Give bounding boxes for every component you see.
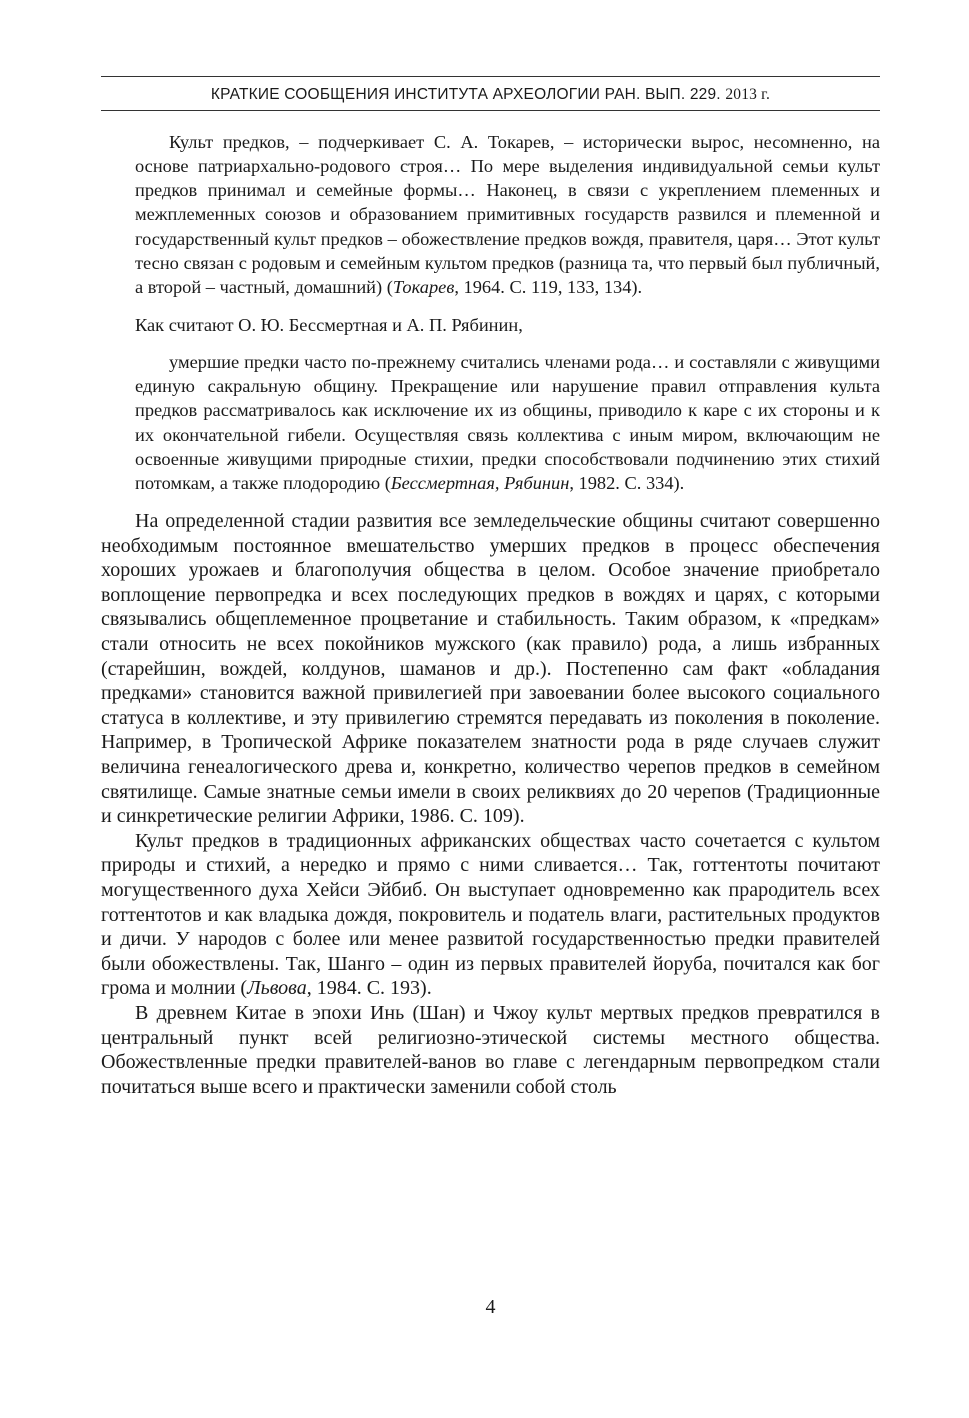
journal-year: 2013 г. <box>725 86 771 103</box>
text-run: умершие предки часто по-прежнему считались членами рода… и составляли с живущими единую сакральную общину. Прекращение или нарушение правил отправления культа предков рассматривалось как исключение их из общины, приводило к каре с их стороны и к их окончательной гибели. Осуществляя связь коллектива с иным миром, включающим не освоенные живущими природные стихии, предки способствовали подчинению этих стихий потомкам, а также плодородию ( <box>135 352 880 493</box>
running-header-title <box>101 86 880 104</box>
body-paragraph-1 <box>101 509 880 829</box>
block-quote-tokarev <box>135 130 880 299</box>
text-run: В древнем Китае в эпохи Инь (Шан) и Чжоу культ мертвых предков превратился в центральный пункт всей религиозно-этической системы местного общества. Обожествленные предки правителей-ванов во главе с легендарным первопредком стали почитаться выше всего и практически заменили собой столь <box>101 1001 880 1098</box>
text-run: , 1964. С. 119, 133, 134). <box>454 276 643 297</box>
main-content <box>101 130 880 1099</box>
page-number: 4 <box>485 1296 496 1318</box>
citation-author: Бессмертная, Рябинин <box>390 472 570 493</box>
body-paragraph-2 <box>101 829 880 1001</box>
citation-author: Львова <box>247 977 307 1000</box>
text-run: На определенной стадии развития все земледельческие общины считают совершенно необходимым постоянное вмешательство умерших предков в процесс обеспечения хороших урожаев и благополучия общества в целом. Особое значение приобретало воплощение первопредка и всех последующих предков в вождях и царях, с которыми связывались общеплеменное процветание и стабильность. Таким образом, к «предкам» стали относить не всех покойников мужского (как правило) рода, а лишь избранных (старейшин, вождей, колдунов, шаманов и др.). Постепенно сам факт «обладания предками» становится важной привилегией при завоевании более высокого социального статуса в коллективе, и эту привилегию стремятся передавать из поколения в поколение. Например, в Тропической Африке показателем знатности рода в ряде случаев служит величина генеалогического древа и, конкретно, количество черепов предков в семейном святилище. Самые знатные семьи имели в своих реликвиях до 20 черепов (Традиционные и синкретические религии Африки, 1986. С. 109). <box>101 510 880 828</box>
body-paragraph-3 <box>101 1001 880 1099</box>
text-run: Культ предков в традиционных африканских обществах часто сочетается с культом природы и стихий, а нередко и прямо с ними сливается… Так, готтентоты почитают могущественного духа Хейси Эйбиб. Он выступает одновременно как прародитель всех готтентотов и как владыка дождя, покровитель и податель влаги, растительных продуктов и дичи. У народов с более или менее развитой государственностью предки правителей были обожествлены. Так, Шанго – один из первых правителей йоруба, почитался как бог грома и молнии ( <box>101 829 880 1000</box>
journal-title: КРАТКИЕ СООБЩЕНИЯ ИНСТИТУТА АРХЕОЛОГИИ РАН. ВЫП. 229. <box>210 86 726 103</box>
text-run: Культ предков, – подчеркивает С. А. Токарев, – исторически вырос, несомненно, на основе патриархально-родового строя… По мере выделения индивидуальной семьи культ предков принимал и семейные формы… Наконец, в связи с укреплением племенных и межплеменных союзов и образованием примитивных государств развился и племенной и государственный культ предков – обожествление предков вождя, правителя, царя… Этот культ тесно связан с родовым и семейным культом предков (разница та, что первый был публичный, а второй – частный, домашний) ( <box>135 132 880 297</box>
citation-author: Токарев <box>392 276 455 297</box>
text-run: , 1984. С. 193). <box>306 977 432 1000</box>
text-run: , 1982. С. 334). <box>569 472 685 493</box>
running-header <box>101 76 880 111</box>
quote-intro-line: Как считают О. Ю. Бессмертная и А. П. Рябинин, <box>135 315 523 336</box>
block-quote-bessmertnaya <box>135 350 880 495</box>
